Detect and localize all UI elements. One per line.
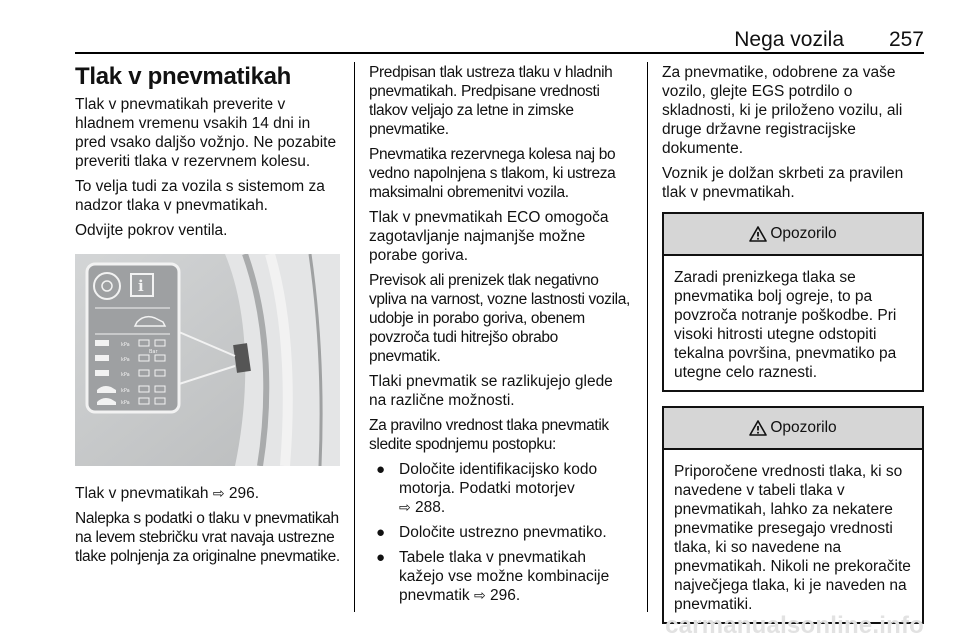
page-title: Tlak v pnevmatikah xyxy=(75,63,292,90)
page-reference[interactable]: 288. xyxy=(415,499,446,516)
list-item: ● Določite ustrezno pnevmatiko. xyxy=(376,524,607,541)
warning-text: Priporočene vrednosti tlaka, ki so navedene v tabeli tlaka v pnevmatikah, lahko za nekatere pnevmatike presegajo vrednosti tlaka, ki so navedene na pnevmatikah. Nikoli ne prekoračite največjega tlaka, ki je naveden na pnevmatiki. xyxy=(674,463,911,613)
warning-box xyxy=(662,406,924,624)
reference-arrow-icon: ⇨ xyxy=(473,587,486,603)
svg-text:i: i xyxy=(138,277,144,295)
reference-arrow-icon: ⇨ xyxy=(399,499,411,515)
section-title: Nega vozila xyxy=(734,28,844,51)
door-pillar-illustration xyxy=(75,254,340,466)
column-divider xyxy=(647,62,648,612)
column-1 xyxy=(75,63,341,572)
paragraph: Tlak v pnevmatikah preverite v hladnem vremenu vsakih 14 dni in pred vsako daljšo vožnjo. Ne pozabite preveriti tlaka v rezervnem kolesu. xyxy=(75,96,337,170)
warning-header xyxy=(664,408,922,450)
list-item: ● Tabele tlaka v pnevmatikah kažejo vse možne kombinacije pnevmatik ⇨ 296. xyxy=(376,549,610,604)
tire-pressure-label-photo xyxy=(75,254,340,466)
column-3 xyxy=(662,63,924,638)
paragraph: Za pnevmatike, odobrene za vaše vozilo, glejte EGS potrdilo o skladnosti, ki je priloženo vozilu, ali druge državne registracijske dokumente. xyxy=(662,64,903,157)
svg-text:kPa: kPa xyxy=(121,357,130,363)
column-2 xyxy=(369,63,633,611)
warning-triangle-icon xyxy=(749,420,767,436)
paragraph: Pnevmatika rezervnega kolesa naj bo vedno napolnjena s tlakom, ki ustreza maksimalni obremenitvi vozila. xyxy=(369,146,616,201)
page-reference[interactable]: 296. xyxy=(228,485,260,502)
warning-box xyxy=(662,212,924,392)
reference-arrow-icon: ⇨ xyxy=(212,485,225,501)
paragraph: Odvijte pokrov ventila. xyxy=(75,222,228,239)
paragraph: Voznik je dolžan skrbeti za pravilen tlak v pnevmatikah. xyxy=(662,165,904,201)
paragraph: Previsok ali prenizek tlak negativno vpliva na varnost, vozne lastnosti vozila, udobje in porabo goriva, obenem povzroča tudi hitrejšo obrabo pnevmatik. xyxy=(369,272,630,365)
svg-text:kPa: kPa xyxy=(121,388,130,394)
header-rule xyxy=(75,52,924,54)
svg-text:Bar: Bar xyxy=(149,349,158,355)
warning-text: Zaradi prenizkega tlaka se pnevmatika bolj ogreje, to pa povzroča notranje poškodbe. Pri visoki hitrosti utegne odstopiti tekalna površina, pnevmatiko pa utegne celo raznesti. xyxy=(674,269,897,381)
watermark: carmanualsonline.info xyxy=(665,612,924,639)
page-header xyxy=(75,28,924,52)
paragraph: Za pravilno vrednost tlaka pnevmatik sledite spodnjemu postopku: xyxy=(369,417,609,453)
warning-title: Opozorilo xyxy=(770,225,837,242)
list-item: ● Določite identifikacijsko kodo motorja. Podatki motorjev ⇨ 288. xyxy=(376,461,598,516)
svg-text:kPa: kPa xyxy=(121,372,130,378)
warning-header xyxy=(664,214,922,256)
column-divider xyxy=(354,62,355,612)
paragraph-with-reference: Tlak v pnevmatikah ⇨ 296. xyxy=(75,485,260,502)
svg-text:kPa: kPa xyxy=(121,342,130,348)
page-reference[interactable]: 296. xyxy=(490,587,521,604)
paragraph: To velja tudi za vozila s sistemom za nadzor tlaka v pnevmatikah. xyxy=(75,178,325,214)
paragraph: Predpisan tlak ustreza tlaku v hladnih pnevmatikah. Predpisane vrednosti tlakov veljajo za letne in zimske pnevmatike. xyxy=(369,64,613,138)
page-number: 257 xyxy=(888,28,924,51)
warning-title: Opozorilo xyxy=(770,419,837,436)
paragraph: Tlaki pnevmatik se razlikujejo glede na različne možnosti. xyxy=(369,373,613,409)
bullet-list xyxy=(369,460,633,605)
paragraph: Tlak v pnevmatikah ECO omogoča zagotavljanje najmanjše možne porabe goriva. xyxy=(369,209,609,264)
warning-triangle-icon xyxy=(749,226,767,242)
svg-text:kPa: kPa xyxy=(121,400,130,406)
paragraph: Nalepka s podatki o tlaku v pnevmatikah na levem stebričku vrat navaja ustrezne tlake polnjenja za originalne pnevmatike. xyxy=(75,510,340,565)
